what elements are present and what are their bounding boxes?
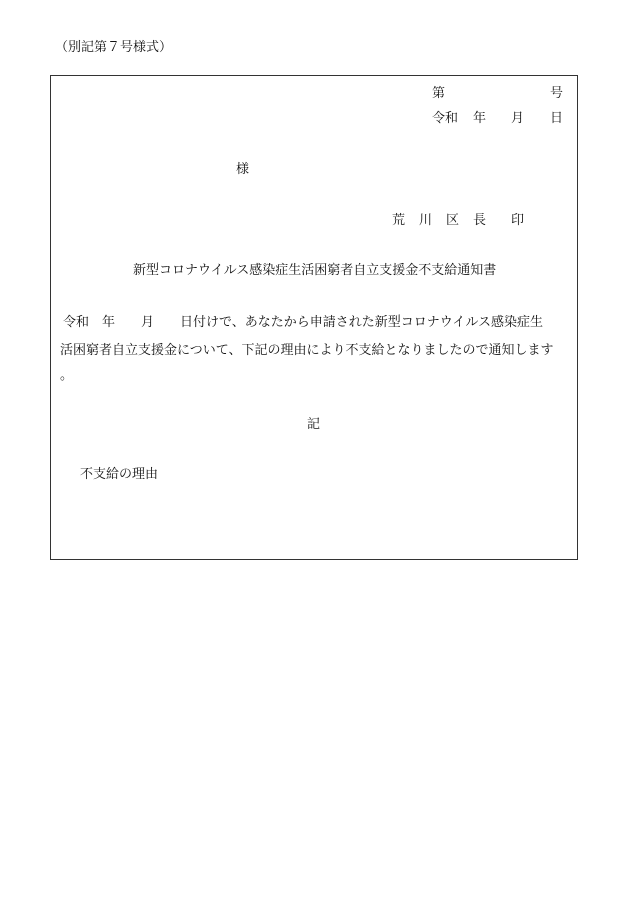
document-number-suffix: 号 (550, 86, 564, 101)
body-text-line: 活困窮者自立支援金について、下記の理由により不支給となりましたので通知します (60, 343, 554, 358)
issuer-char: 長 (473, 213, 487, 228)
body-text-line: 。 (60, 368, 74, 383)
document-title: 新型コロナウイルス感染症生活困窮者自立支援金不支給通知書 (133, 263, 497, 278)
date-era: 令和 (432, 111, 459, 126)
ki-heading: 記 (307, 417, 321, 432)
date-month-label: 月 (511, 111, 525, 126)
issuer-char: 荒 (392, 213, 406, 228)
issuer (392, 214, 524, 227)
issuer-char: 川 (419, 213, 433, 228)
issuer-char: 区 (446, 213, 460, 228)
form-number: （別記第７号様式） (55, 40, 173, 55)
reason-label: 不支給の理由 (80, 467, 159, 482)
date-year-label: 年 (473, 111, 487, 126)
body-text-line: 令和 年 月 日付けで、あなたから申請された新型コロナウイルス感染症生 (63, 315, 543, 330)
recipient-honorific: 様 (236, 162, 250, 177)
document-number-prefix: 第 (432, 86, 446, 101)
seal-mark: 印 (511, 213, 525, 228)
date-day-label: 日 (550, 111, 564, 126)
